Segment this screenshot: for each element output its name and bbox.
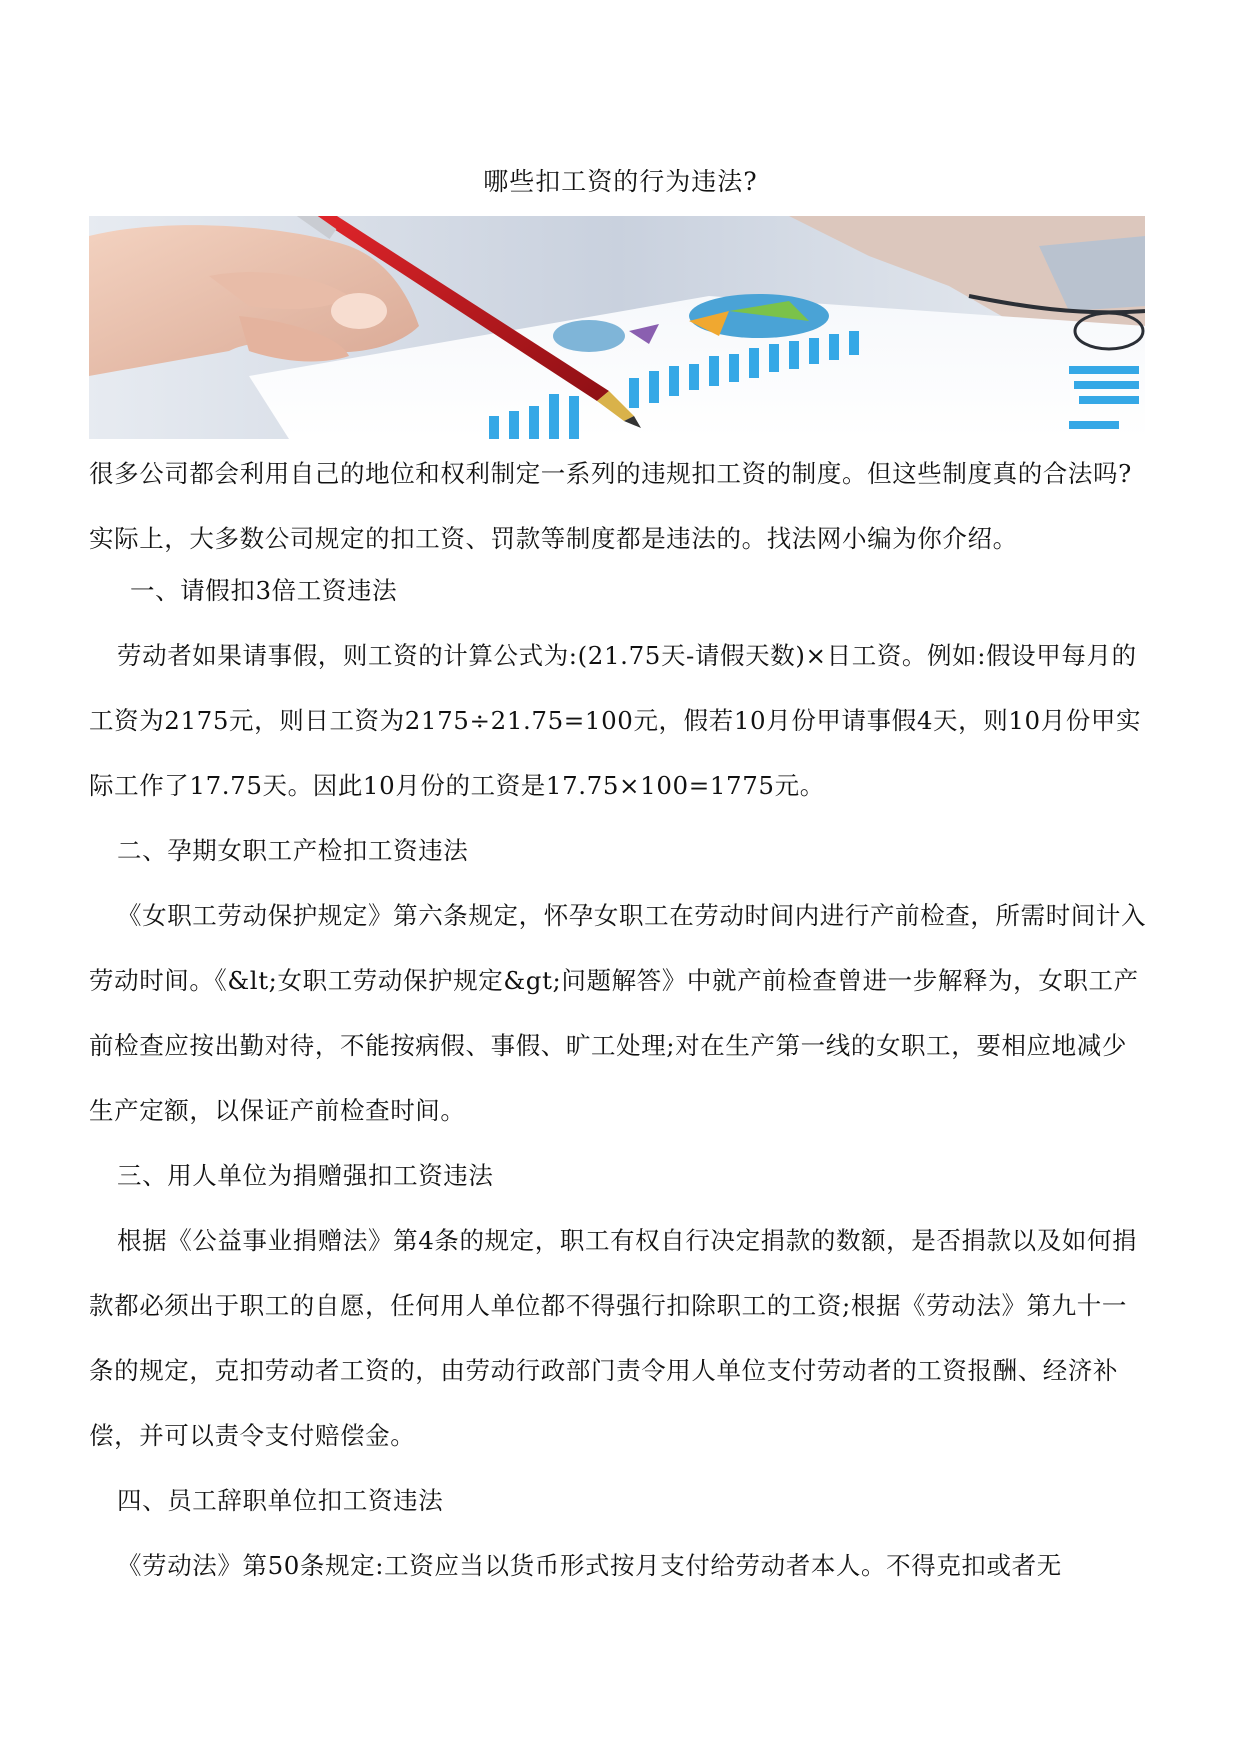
section-4-body: 《劳动法》第50条规定:工资应当以货币形式按月支付给劳动者本人。不得克扣或者无	[117, 1551, 1062, 1580]
document-title: 哪些扣工资的行为违法?	[483, 167, 758, 196]
section-1-heading: 一、请假扣3倍工资违法	[130, 576, 398, 605]
section-3-heading: 三、用人单位为捐赠强扣工资违法	[117, 1161, 494, 1190]
intro-paragraph: 很多公司都会利用自己的地位和权利制定一系列的违规扣工资的制度。但这些制度真的合法吗?实际上，大多数公司规定的扣工资、罚款等制度都是违法的。找法网小编为你介绍。	[89, 459, 1132, 553]
section-1-body: 劳动者如果请事假，则工资的计算公式为:(21.75天-请假天数)×日工资。例如:假设甲每月的工资为2175元，则日工资为2175÷21.75=100元，假若10月份甲请事假4天，则10月份甲实际工作了17.75天。因此10月份的工资是17.75×100=1775元。	[89, 641, 1142, 800]
section-2-heading: 二、孕期女职工产检扣工资违法	[117, 836, 469, 865]
section-3-body: 根据《公益事业捐赠法》第4条的规定，职工有权自行决定捐款的数额，是否捐款以及如何捐款都必须出于职工的自愿，任何用人单位都不得强行扣除职工的工资;根据《劳动法》第九十一条的规定，克扣劳动者工资的，由劳动行政部门责令用人单位支付劳动者的工资报酬、经济补偿，并可以责令支付赔偿金。	[89, 1226, 1138, 1450]
section-2-body: 《女职工劳动保护规定》第六条规定，怀孕女职工在劳动时间内进行产前检查，所需时间计入劳动时间。《&lt;女职工劳动保护规定&gt;问题解答》中就产前检查曾进一步解释为，女职工产前检查应按出勤对待，不能按病假、事假、旷工处理;对在生产第一线的女职工，要相应地减少生产定额，以保证产前检查时间。	[89, 901, 1147, 1125]
hand-pen-chart-photo	[89, 216, 1145, 439]
section-4-heading: 四、员工辞职单位扣工资违法	[117, 1486, 444, 1515]
header-photo	[89, 216, 1145, 439]
